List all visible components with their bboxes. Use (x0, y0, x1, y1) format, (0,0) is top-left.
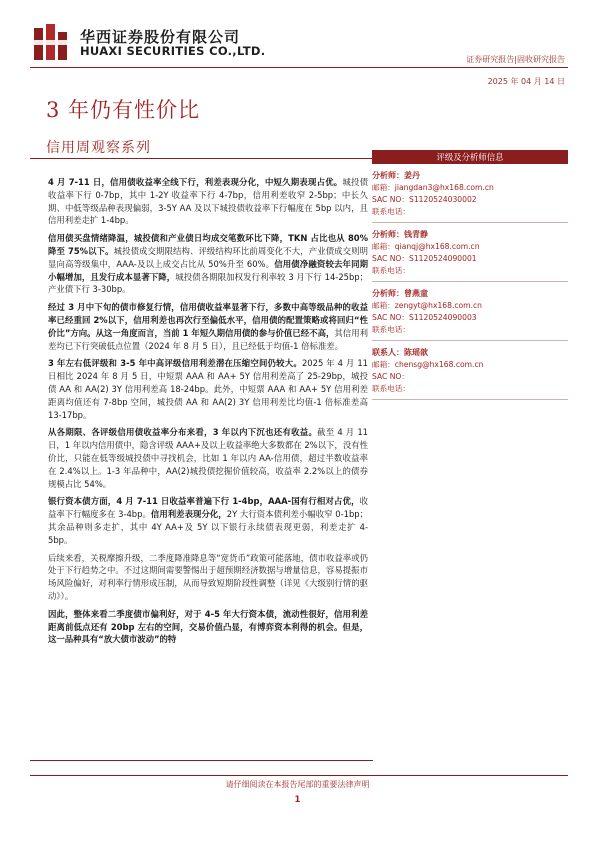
page-number: 1 (294, 795, 301, 805)
paragraph (48, 608, 368, 646)
analyst-name (372, 288, 568, 300)
analyst-phone: 联系电话： (372, 266, 410, 275)
body-divider (30, 760, 373, 761)
sidebar-heading: 评级及分析师信息 (372, 150, 568, 164)
paragraph-text: 2025 年 4 月 11 日相比 2024 年 8 月 5 日，中短票 AAA 和 AA+ 5Y 信用利差高了 25-29bp，城投债 AA 和 AA(2) 3Y 信用利差高 18-24bp。此外，中短票 AAA 和 AA+ 5Y 信用利差距离均值还有 7-8bp 空间，城投债 AA 和 AA(2) 3Y 信用利差比均值-1 倍标准差高 13-17bp。 (48, 358, 368, 420)
analyst-sidebar (372, 150, 568, 400)
analyst-name (372, 170, 568, 182)
paragraph-text: 城投债收益率下行 0-7bp，其中 1-2Y 收益率下行 4-7bp，信用利差收窄 2-5bp；中长久期、中低等级品种表现偏弱，3-5Y AA 及以下城投债收益率下行幅度在 5bp 以内，且信用利差走扩 1-4bp。 (48, 177, 369, 226)
company-name-cn: 华西证券股份有限公司 (80, 28, 241, 46)
analyst-phone: 联系电话： (372, 325, 410, 334)
analyst-email (372, 300, 568, 312)
paragraph-text: 2Y 大行资本债利差小幅收窄 0-1bp；其余品种则多走扩，其中 4Y AA+及 5Y 以下银行永续债表现更弱，利差走扩 4-5bp。 (48, 509, 368, 545)
footer-divider (30, 775, 568, 776)
sac-number: S1120524090001 (409, 254, 477, 263)
analyst-card (372, 282, 568, 341)
report-type-tag: 证券研究报告|固收研究报告 (466, 55, 565, 64)
email-link[interactable]: chensg@hx168.com.cn (394, 360, 484, 369)
paragraph-lead: 信用债净融资较去年同期小幅增加，且发行成本显著下降， (48, 258, 369, 282)
paragraph (48, 232, 368, 296)
analyst-sac (372, 312, 568, 324)
email-link[interactable]: jiangdan3@hx168.com.cn (394, 183, 494, 192)
analyst-name (372, 229, 568, 241)
email-label: 邮箱： (372, 301, 395, 310)
paragraph-lead: 3 年左右低评级和 3-5 年中高评级信用利差潜在压缩空间仍较大。 (48, 358, 302, 369)
paragraph-text: 城投债成交期限结构、评级结构环比前周变化不大，产业债成交则明显向高等级集中，AAA-及以上成交占比从 50%升至 60%。 (48, 245, 369, 269)
subtitle-divider (30, 158, 373, 159)
paragraph-text: 收益率下行幅度多在 3-4bp。 (48, 496, 368, 520)
analyst-role: 分析师： (372, 230, 404, 239)
analyst-email (372, 182, 568, 194)
header-divider (30, 67, 568, 68)
analyst-phone: 联系电话： (372, 207, 410, 216)
analyst-email (372, 359, 568, 371)
analyst-email (372, 241, 568, 253)
analyst-name-text: 曾燕童 (404, 289, 428, 298)
paragraph-lead: 从各期限、各评级信用债收益率分布来看，3 年以内下沉也还有收益。 (48, 427, 318, 438)
email-label: 邮箱： (372, 183, 395, 192)
analyst-name-text: 姜丹 (404, 171, 420, 180)
analyst-name-text: 陈瑶歆 (404, 348, 428, 357)
analyst-role: 联系人： (372, 348, 404, 357)
analyst-name (372, 347, 568, 359)
company-logo-icon (34, 24, 68, 60)
analyst-role: 分析师： (372, 171, 404, 180)
report-body (48, 176, 368, 646)
paragraph (48, 176, 368, 227)
paragraph-lead: 信用利差表现分化， (150, 509, 227, 520)
report-date: 2025 年 04 月 14 日 (487, 77, 565, 86)
paragraph (48, 426, 368, 490)
analyst-sac (372, 194, 568, 206)
email-label: 邮箱： (372, 242, 395, 251)
sac-label: SAC NO： (372, 195, 409, 204)
email-link[interactable]: zengyt@hx168.com.cn (394, 301, 482, 310)
analyst-phone: 联系电话： (372, 384, 410, 393)
paragraph-lead: 因此，整体来看二季度债市偏利好，对于 4-5 年大行资本债，流动性很好，信用利差距离前低点还有 20bp 左右的空间，交易价值凸显，有博弈资本利得的机会。但是，这一品种具有“放大债市波动”的特 (48, 608, 368, 645)
paragraph-text: 其信用利差均已下行突破低点位置（2024 年 8 月 5 日），且已经低于均值-1 倍标准差。 (48, 327, 368, 351)
analyst-card (372, 164, 568, 223)
sac-label: SAC NO： (372, 372, 409, 381)
paragraph (48, 301, 368, 352)
sac-number: S1120524030002 (409, 195, 477, 204)
analyst-role: 分析师： (372, 289, 404, 298)
analyst-sac (372, 371, 568, 383)
analyst-sac (372, 253, 568, 265)
paragraph-text: 后续来看，关税摩擦升级，二季度降准降息等“宽货币”政策可能落地，债市收益率或仍处于下行趋势之中。不过这期间需要警惕出于超预期经济数据与增量信息，容易提振市场风险偏好，对利率行情形成压制，从而导致短期阶段性调整（详见《大级别行情的驱动》）。 (48, 552, 368, 601)
analyst-card (372, 223, 568, 282)
paragraph (48, 552, 368, 603)
series-name: 信用周观察系列 (46, 140, 151, 156)
analyst-card (372, 341, 568, 400)
paragraph (48, 357, 368, 421)
paragraph-lead: 银行资本债方面，4 月 7-11 日收益率普遍下行 1-4bp，AAA-国有行相对占优， (48, 496, 360, 507)
email-label: 邮箱： (372, 360, 395, 369)
sac-number: S1120524090003 (409, 313, 477, 322)
analyst-name-text: 钱青静 (404, 230, 428, 239)
paragraph-text: 截至 4 月 11 日，1 年以内信用债中，隐含评级 AAA+及以上收益率绝大多数都在 2%以下，没有性价比，只能在低等级城投债中寻找机会，比如 1 年以内 AA-信用债，超过半数收益率在 2.4%以上。1-3 年品种中，AA(2)城投债挖掘价值较高，收益率 2.2%以上的债券规模占比 54%。 (48, 427, 368, 489)
sac-label: SAC NO： (372, 313, 409, 322)
paragraph-lead: 经过 3 月中下旬的债市修复行情，信用债收益率显著下行，多数中高等级品种的收益率已经重回 2%以下，信用利差也再次行至偏低水平，信用债的配置策略或将回归“性价比”方向。从这一角度而言，当前 1 年短久期信用债的参与价值已经不高， (48, 302, 368, 338)
email-link[interactable]: qianqj@hx168.com.cn (394, 242, 480, 251)
company-name-en: HUAXI SECURITIES CO.,LTD. (80, 44, 266, 58)
paragraph-lead: 4 月 7-11 日，信用债收益率全线下行，利差表现分化，中短久期表现占优。 (48, 177, 343, 187)
paragraph-text: 城投债各期限加权发行利率较 3 月下行 14-25bp；产业债下行 3-30bp。 (48, 271, 368, 295)
sac-label: SAC NO： (372, 254, 409, 263)
paragraph-lead: 信用债买盘情绪降温，城投债和产业债日均成交笔数环比下降，TKN 占比也从 80%降至 75%以下。 (48, 233, 368, 256)
paragraph (48, 495, 368, 546)
report-title: 3 年仍有性价比 (46, 98, 201, 122)
legal-notice: 请仔细阅读在本报告尾部的重要法律声明 (225, 780, 370, 789)
